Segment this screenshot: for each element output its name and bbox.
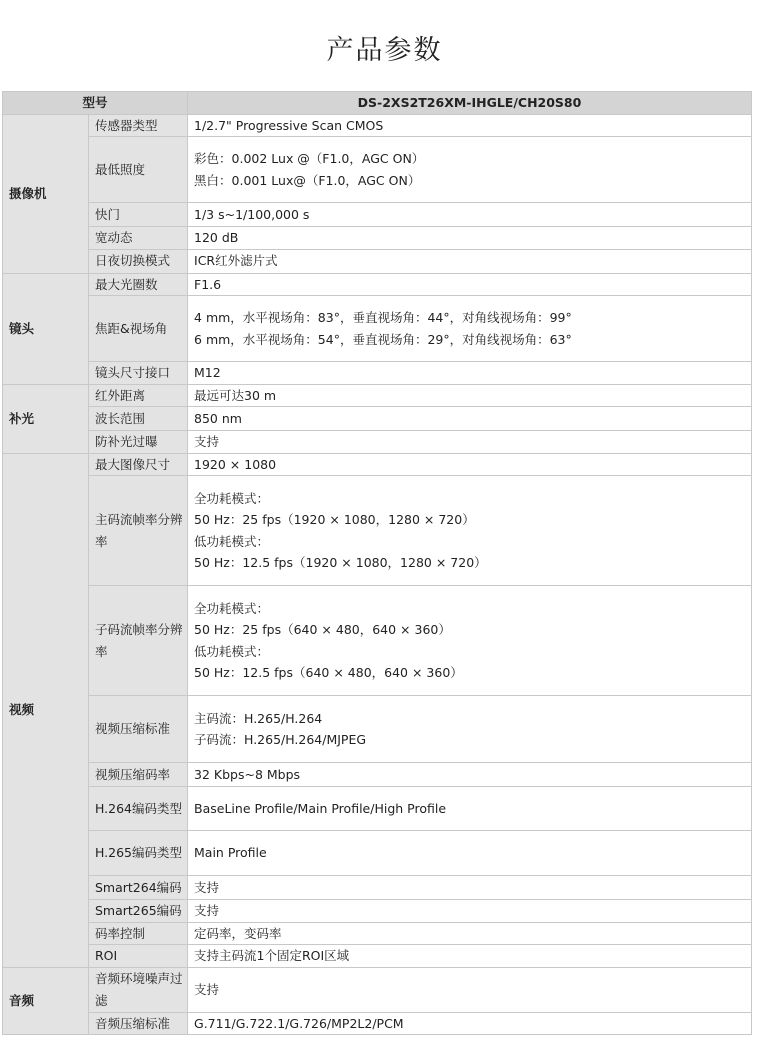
table-row xyxy=(3,407,752,431)
model-label: 型号 xyxy=(3,92,188,115)
param-label: 红外距离 xyxy=(89,384,188,407)
param-value xyxy=(188,137,752,203)
value-line: 支持主码流1个固定ROI区域 xyxy=(194,948,350,963)
param-value xyxy=(188,900,752,923)
param-value xyxy=(188,476,752,586)
spec-body xyxy=(3,114,752,1035)
param-value xyxy=(188,384,752,407)
value-line: 4 mm，水平视场角：83°，垂直视场角：44°，对角线视场角：99° xyxy=(194,310,572,325)
param-label: 防补光过曝 xyxy=(89,431,188,454)
param-label: 视频压缩标准 xyxy=(89,696,188,763)
value-line: 子码流：H.265/H.264/MJPEG xyxy=(194,732,367,747)
table-row xyxy=(3,831,752,876)
param-value xyxy=(188,227,752,250)
value-line: 1/3 s~1/100,000 s xyxy=(194,206,310,222)
table-row xyxy=(3,296,752,362)
param-label: Smart265编码 xyxy=(89,900,188,923)
value-line: 最远可达30 m xyxy=(194,387,277,403)
param-label: 码率控制 xyxy=(89,922,188,945)
table-row xyxy=(3,763,752,787)
value-line: 低功耗模式： xyxy=(194,643,270,659)
table-row xyxy=(3,114,752,137)
table-row xyxy=(3,273,752,296)
table-row xyxy=(3,876,752,900)
param-value xyxy=(188,431,752,454)
param-value xyxy=(188,696,752,763)
param-label: 音频环境噪声过滤 xyxy=(89,967,188,1012)
value-line: 120 dB xyxy=(194,230,239,245)
param-value xyxy=(188,407,752,431)
table-row xyxy=(3,453,752,476)
param-label: H.265编码类型 xyxy=(89,831,188,876)
model-value: DS-2XS2T26XM-IHGLE/CH20S80 xyxy=(188,92,752,115)
value-line: 低功耗模式： xyxy=(194,533,270,549)
param-value xyxy=(188,967,752,1012)
param-label: 音频压缩标准 xyxy=(89,1012,188,1035)
value-line: G.711/G.722.1/G.726/MP2L2/PCM xyxy=(194,1015,404,1031)
param-value xyxy=(188,114,752,137)
value-line: ICR红外滤片式 xyxy=(194,253,278,269)
param-value xyxy=(188,249,752,273)
param-label: 最大光圈数 xyxy=(89,273,188,296)
value-line: 定码率，变码率 xyxy=(194,925,282,941)
table-row xyxy=(3,137,752,203)
table-row xyxy=(3,922,752,945)
value-line: 彩色：0.002 Lux @（F1.0，AGC ON） xyxy=(194,151,425,166)
param-value xyxy=(188,945,752,968)
value-line: 6 mm，水平视场角：54°，垂直视场角：29°，对角线视场角：63° xyxy=(194,331,572,347)
value-line: 32 Kbps~8 Mbps xyxy=(194,766,301,782)
value-line: 1/2.7" Progressive Scan CMOS xyxy=(194,117,384,133)
table-row xyxy=(3,384,752,407)
param-value xyxy=(188,273,752,296)
value-line: 支持 xyxy=(194,903,220,918)
table-row xyxy=(3,967,752,1012)
spec-table xyxy=(2,91,752,1035)
value-line: 50 Hz：25 fps（1920 × 1080，1280 × 720） xyxy=(194,512,475,527)
value-line: 支持 xyxy=(194,981,220,997)
table-row xyxy=(3,249,752,273)
param-label: 最低照度 xyxy=(89,137,188,203)
param-value xyxy=(188,763,752,787)
param-label: 日夜切换模式 xyxy=(89,249,188,273)
value-line: 支持 xyxy=(194,434,220,449)
param-label: 焦距&视场角 xyxy=(89,296,188,362)
param-value xyxy=(188,296,752,362)
param-value xyxy=(188,362,752,385)
table-row xyxy=(3,586,752,696)
table-row xyxy=(3,203,752,227)
category-cell: 摄像机 xyxy=(3,114,89,273)
value-line: Main Profile xyxy=(194,845,267,861)
param-label: 主码流帧率分辨率 xyxy=(89,476,188,586)
table-row xyxy=(3,696,752,763)
param-label: 波长范围 xyxy=(89,407,188,431)
value-line: 主码流：H.265/H.264 xyxy=(194,710,323,726)
value-line: 50 Hz：12.5 fps（1920 × 1080，1280 × 720） xyxy=(194,555,487,570)
value-line: 1920 × 1080 xyxy=(194,456,277,472)
header-row xyxy=(3,92,752,115)
param-label: 子码流帧率分辨率 xyxy=(89,586,188,696)
param-value xyxy=(188,831,752,876)
table-row xyxy=(3,1012,752,1035)
value-line: 全功耗模式： xyxy=(194,600,270,616)
param-value xyxy=(188,876,752,900)
param-label: 传感器类型 xyxy=(89,114,188,137)
param-label: Smart264编码 xyxy=(89,876,188,900)
param-label: 视频压缩码率 xyxy=(89,763,188,787)
table-row xyxy=(3,900,752,923)
page-title: 产品参数 xyxy=(326,35,443,66)
param-value xyxy=(188,1012,752,1035)
value-line: BaseLine Profile/Main Profile/High Profile xyxy=(194,800,447,816)
table-row xyxy=(3,787,752,831)
param-value xyxy=(188,453,752,476)
value-line: 50 Hz：12.5 fps（640 × 480，640 × 360） xyxy=(194,665,463,680)
category-cell: 视频 xyxy=(3,453,89,967)
value-line: 50 Hz：25 fps（640 × 480，640 × 360） xyxy=(194,622,451,637)
param-value xyxy=(188,922,752,945)
category-cell: 镜头 xyxy=(3,273,89,384)
param-label: H.264编码类型 xyxy=(89,787,188,831)
table-row xyxy=(3,945,752,968)
param-label: 最大图像尺寸 xyxy=(89,453,188,476)
param-label: ROI xyxy=(89,945,188,968)
category-cell: 音频 xyxy=(3,967,89,1035)
value-line: M12 xyxy=(194,365,221,380)
category-cell: 补光 xyxy=(3,384,89,453)
param-value xyxy=(188,203,752,227)
value-line: 850 nm xyxy=(194,410,242,426)
param-label: 镜头尺寸接口 xyxy=(89,362,188,385)
table-row xyxy=(3,431,752,454)
value-line: 全功耗模式： xyxy=(194,490,270,506)
param-value xyxy=(188,586,752,696)
value-line: 黑白：0.001 Lux@（F1.0，AGC ON） xyxy=(194,172,421,188)
value-line: F1.6 xyxy=(194,276,222,292)
table-row xyxy=(3,227,752,250)
table-row xyxy=(3,476,752,586)
value-line: 支持 xyxy=(194,879,220,895)
param-label: 宽动态 xyxy=(89,227,188,250)
table-row xyxy=(3,362,752,385)
param-value xyxy=(188,787,752,831)
param-label: 快门 xyxy=(89,203,188,227)
